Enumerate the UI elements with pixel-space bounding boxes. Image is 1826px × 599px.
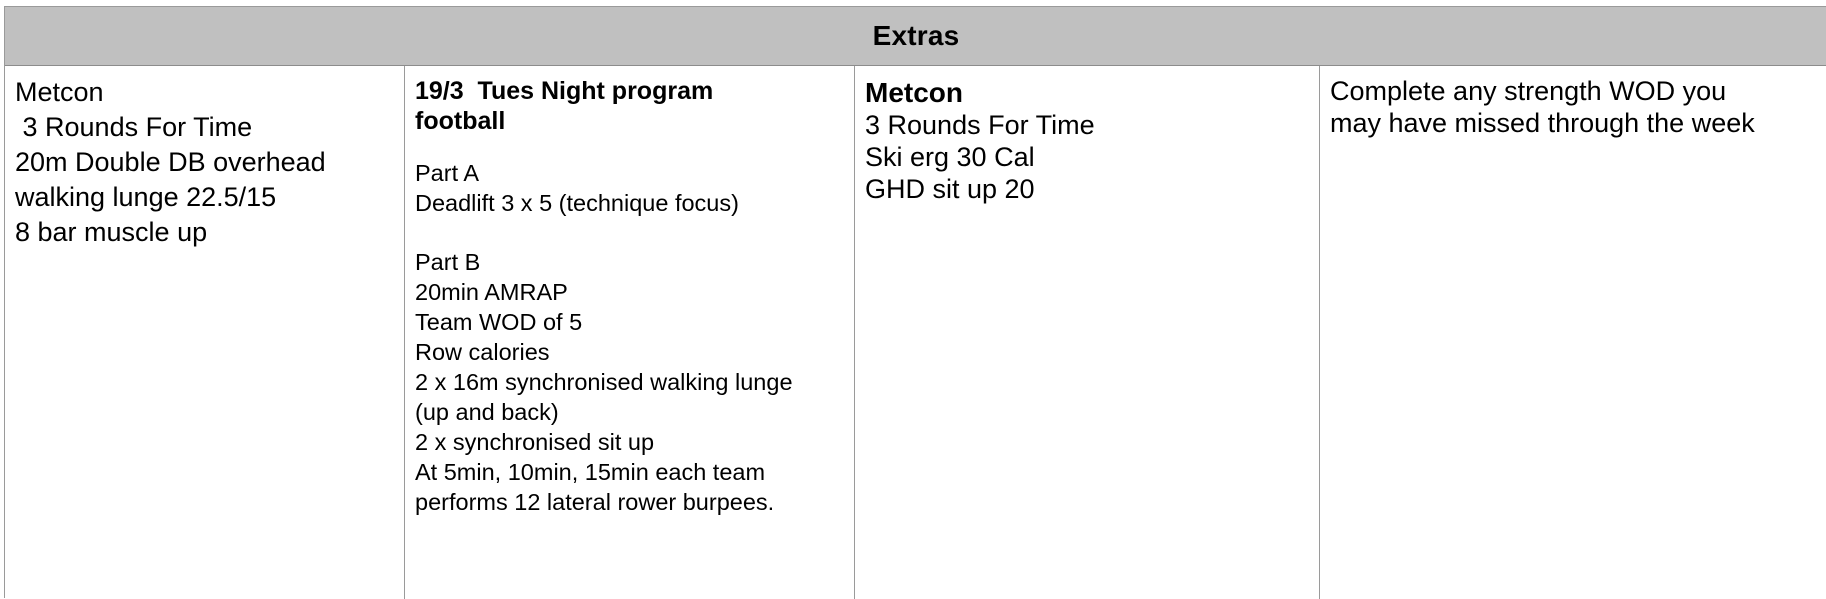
cell-text-line: Metcon xyxy=(15,77,104,107)
cell-text-line: Deadlift 3 x 5 (technique focus) xyxy=(415,190,739,216)
cell-metcon-lunge[interactable] xyxy=(5,66,405,599)
part-a-heading: Part A xyxy=(415,160,480,186)
cell-text-line: walking lunge 22.5/15 xyxy=(15,182,277,212)
cell-text-line: Ski erg 30 Cal xyxy=(865,142,1035,172)
cell-text-line: Complete any strength WOD you xyxy=(1330,76,1727,106)
part-b-heading: Part B xyxy=(415,249,481,275)
cell-text-line: 2 x 16m synchronised walking lunge xyxy=(415,369,793,395)
table-title: Extras xyxy=(872,20,960,51)
cell-text-line: 20m Double DB overhead xyxy=(15,147,326,177)
cell-text-line: 3 Rounds For Time xyxy=(15,112,253,142)
cell-metcon-ski-erg[interactable] xyxy=(855,66,1320,599)
cell-text-line: 2 x synchronised sit up xyxy=(415,429,655,455)
cell-heading: football xyxy=(415,107,506,135)
extras-table xyxy=(4,6,1826,598)
table-row xyxy=(5,66,1826,599)
cell-heading: Metcon xyxy=(865,77,963,108)
cell-heading: 19/3 Tues Night program xyxy=(415,77,714,105)
cell-text-line: Row calories xyxy=(415,339,550,365)
cell-tues-night-program[interactable] xyxy=(405,66,855,599)
cell-strength-catchup[interactable] xyxy=(1320,66,1826,599)
cell-text-line: (up and back) xyxy=(415,399,559,425)
cell-text-line: 20min AMRAP xyxy=(415,279,568,305)
table-header xyxy=(5,7,1826,66)
cell-text-line: At 5min, 10min, 15min each team xyxy=(415,459,766,485)
cell-text-line: 3 Rounds For Time xyxy=(865,110,1095,140)
cell-text-line: Team WOD of 5 xyxy=(415,309,583,335)
cell-text-line: may have missed through the week xyxy=(1330,108,1755,138)
cell-text-line: GHD sit up 20 xyxy=(865,174,1035,204)
cell-text-line: performs 12 lateral rower burpees. xyxy=(415,489,775,515)
cell-text-line: 8 bar muscle up xyxy=(15,217,208,247)
